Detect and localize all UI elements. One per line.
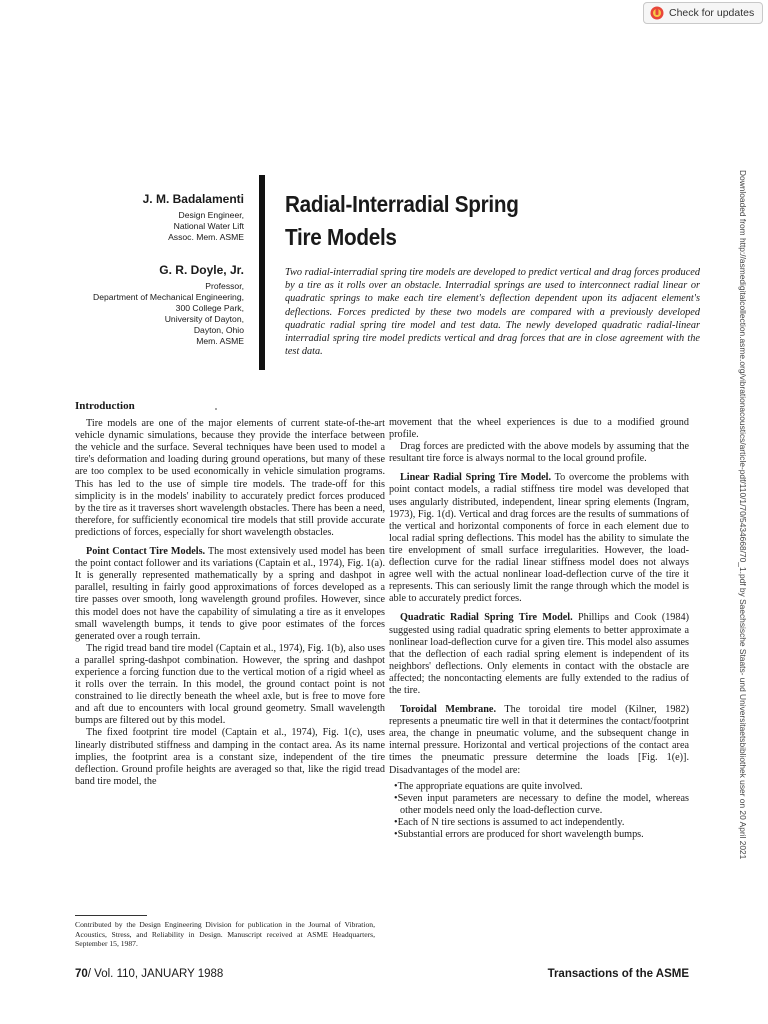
author-name: J. M. Badalamenti bbox=[142, 192, 244, 206]
footnote: Contributed by the Design Engineering Division for publication in the Journal of Vibration, Acoustics, Stress, and Reliability in Design. Manuscript received at ASME Headquarters, September 15, 1987. bbox=[75, 920, 375, 948]
paragraph: Tire models are one of the major elements of current state-of-the-art vehicle dynamic simulations, because they provide the interface between the vehicle and the surface. Several techniques have been used to model a tire's deformation and loading during ground operations, but many of these are too complex to be used economically in vehicle simulation programs. This has led to the use of simple tire models. The trade-off for this simplicity is in the models' inability to accurately predict forces produced by the tire as it traverses short wavelength obstacles. There has been a need, therefore, for sufficiently economical tire models that still provide accurate predictions of forces, especially for short wavelength obstacles. bbox=[75, 418, 385, 538]
paragraph-text: Phillips and Cook (1984) suggested using radial quadratic spring elements to better approximate a nonlinear load-deflection curve for a given tire. This model also assumes that the deflection of each radial spring element is independent of its neighbors' deflections. Only elements in contact with the obstacle are affected; the noncontacting elements are fully extended to the radius of the tire. bbox=[389, 612, 689, 696]
volume-info: / Vol. 110, JANUARY 1988 bbox=[87, 968, 224, 980]
page-number: 70 bbox=[75, 968, 88, 980]
title-rule bbox=[259, 175, 265, 370]
subsection-heading: Point Contact Tire Models. bbox=[86, 546, 206, 558]
author-block bbox=[44, 192, 244, 347]
author-affiliation-line: Professor, bbox=[205, 281, 244, 291]
paragraph: movement that the wheel experiences is due to a modified ground profile. bbox=[389, 417, 689, 441]
check-for-updates-button[interactable] bbox=[643, 2, 763, 24]
subsection-heading: Quadratic Radial Spring Tire Model. bbox=[400, 612, 573, 624]
list-item: •Seven input parameters are necessary to define the model, whereas other models need only the load-deflection curve. bbox=[394, 792, 689, 816]
author-1 bbox=[44, 192, 244, 243]
list-item: •Substantial errors are produced for short wavelength bumps. bbox=[394, 829, 644, 840]
paragraph-text: To overcome the problems with point contact models, a radial stiffness tire model was developed that uses angularly distributed, independent, linear spring elements (Ingram, 1973), Fig. 1(d). Vertical and drag forces are the results of summations of the vertical and horizontal components of force in each element due to local radial spring deflections. This model has the ability to simulate the tire envelopment of small surface irregularities. However, the load-deflection curve for the radial linear stiffness model does not always agree well with the actual nonlinear load-deflection curve of the tire it represents. This can seriously limit the range through which the model is able to accurately predict forces. bbox=[389, 472, 689, 605]
disadvantages-list bbox=[389, 781, 689, 841]
paragraph-linear bbox=[389, 472, 689, 605]
paragraph: Drag forces are predicted with the above models by assuming that the resultant tire force is always normal to the local ground profile. bbox=[389, 441, 689, 465]
author-affiliation-line: Design Engineer, bbox=[178, 210, 244, 220]
check-for-updates-label: Check for updates bbox=[669, 7, 755, 19]
author-affiliation-line: National Water Lift bbox=[173, 221, 244, 231]
paragraph-text: The toroidal tire model (Kilner, 1982) represents a pneumatic tire well in that it determines the contact/footprint area, the change in pneumatic volume, and the subsequent change in internal pressure. Horizontal and vertical projections of the contact area times the pneumatic pressure determine the loads [Fig. 1(e)]. Disadvantages of the model are: bbox=[389, 704, 689, 776]
author-affiliation-line: Dayton, Ohio bbox=[193, 325, 244, 335]
paragraph-text: The most extensively used model has been the point contact follower and its variations (Captain et al., 1974), Fig. 1(a). It is generally represented mathematically by a spring and dashpot in parallel, resulting in fairly good approximations of forces developed as a tire passes over smooth, long wavelength ground profiles. However, since this model does not have the capability of simulating a tire as it envelopes small wavelength bumps, it tends to give poor estimates of the forces generated over a rough terrain. bbox=[75, 546, 385, 642]
paragraph-quadratic bbox=[389, 612, 689, 697]
author-affiliation-line: Department of Mechanical Engineering, bbox=[93, 292, 244, 302]
paper-title bbox=[285, 188, 663, 254]
right-column bbox=[389, 417, 689, 841]
download-provenance-note: Downloaded from http://asmedigitalcollection.asme.org/vibrationacoustics/article-pdf/110/1/70/5434668/70_1.pdf by Saechsische Staats- und Universitaetsbibliothek user on 20 April 2021 bbox=[738, 170, 748, 860]
paper-title-line: Tire Models bbox=[285, 224, 397, 250]
subsection-heading: Toroidal Membrane. bbox=[400, 704, 496, 716]
paragraph-point-contact bbox=[75, 546, 385, 643]
paragraph: The rigid tread band tire model (Captain et al., 1974), Fig. 1(b), also uses a parallel spring-dashpot combination. However, the spring and dashpot experience a forcing function due to the vertical motion of a rigid wheel as it rolls over the terrain. In this model, the ground contact point is not constrained to lie directly beneath the wheel axle, but is free to move fore and aft due to encounters with local ground geometry. Small wavelength bumps are filtered out by this model. bbox=[75, 642, 385, 727]
author-affiliation-line: 300 College Park, bbox=[175, 303, 244, 313]
section-heading-introduction: Introduction bbox=[75, 400, 135, 412]
author-2 bbox=[44, 263, 244, 347]
author-name: G. R. Doyle, Jr. bbox=[159, 263, 244, 277]
author-affiliation-line: University of Dayton, bbox=[164, 314, 244, 324]
author-affiliation-line: Mem. ASME bbox=[196, 336, 244, 346]
journal-name: Transactions of the ASME bbox=[547, 968, 689, 980]
author-affiliation-line: Assoc. Mem. ASME bbox=[168, 232, 244, 242]
abstract: Two radial-interradial spring tire models are developed to predict vertical and drag forces produced by a tire as it rolls over an obstacle. Interradial springs are used to interconnect radial linear or quadratic springs to make each tire element's deflection dependent upon its adjacent element's deflections. Forces predicted by these two models are compared with a previously developed quadratic radial spring tire model and test data. The newly developed quadratic radial-linear interradial spring tire model predicts vertical and drag forces that are in close agreement with the test data. bbox=[285, 267, 700, 358]
paper-title-line: Radial-Interradial Spring bbox=[285, 191, 519, 217]
paragraph: The fixed footprint tire model (Captain et al., 1974), Fig. 1(c), uses linearly distributed stiffness and damping in the contact area. As its name implies, the footprint area is a constant size, independent of the tire deflection. Ground profile heights are averaged so that, like the rigid tread band tire model, the bbox=[75, 727, 385, 787]
left-column bbox=[75, 400, 385, 788]
footnote-rule bbox=[75, 915, 147, 916]
page-folio bbox=[75, 968, 223, 980]
list-item: •Each of N tire sections is assumed to act independently. bbox=[394, 816, 625, 828]
paragraph-toroidal bbox=[389, 704, 689, 777]
crossmark-icon bbox=[650, 6, 664, 20]
subsection-heading: Linear Radial Spring Tire Model. bbox=[400, 472, 552, 484]
list-item: •The appropriate equations are quite involved. bbox=[394, 780, 583, 792]
